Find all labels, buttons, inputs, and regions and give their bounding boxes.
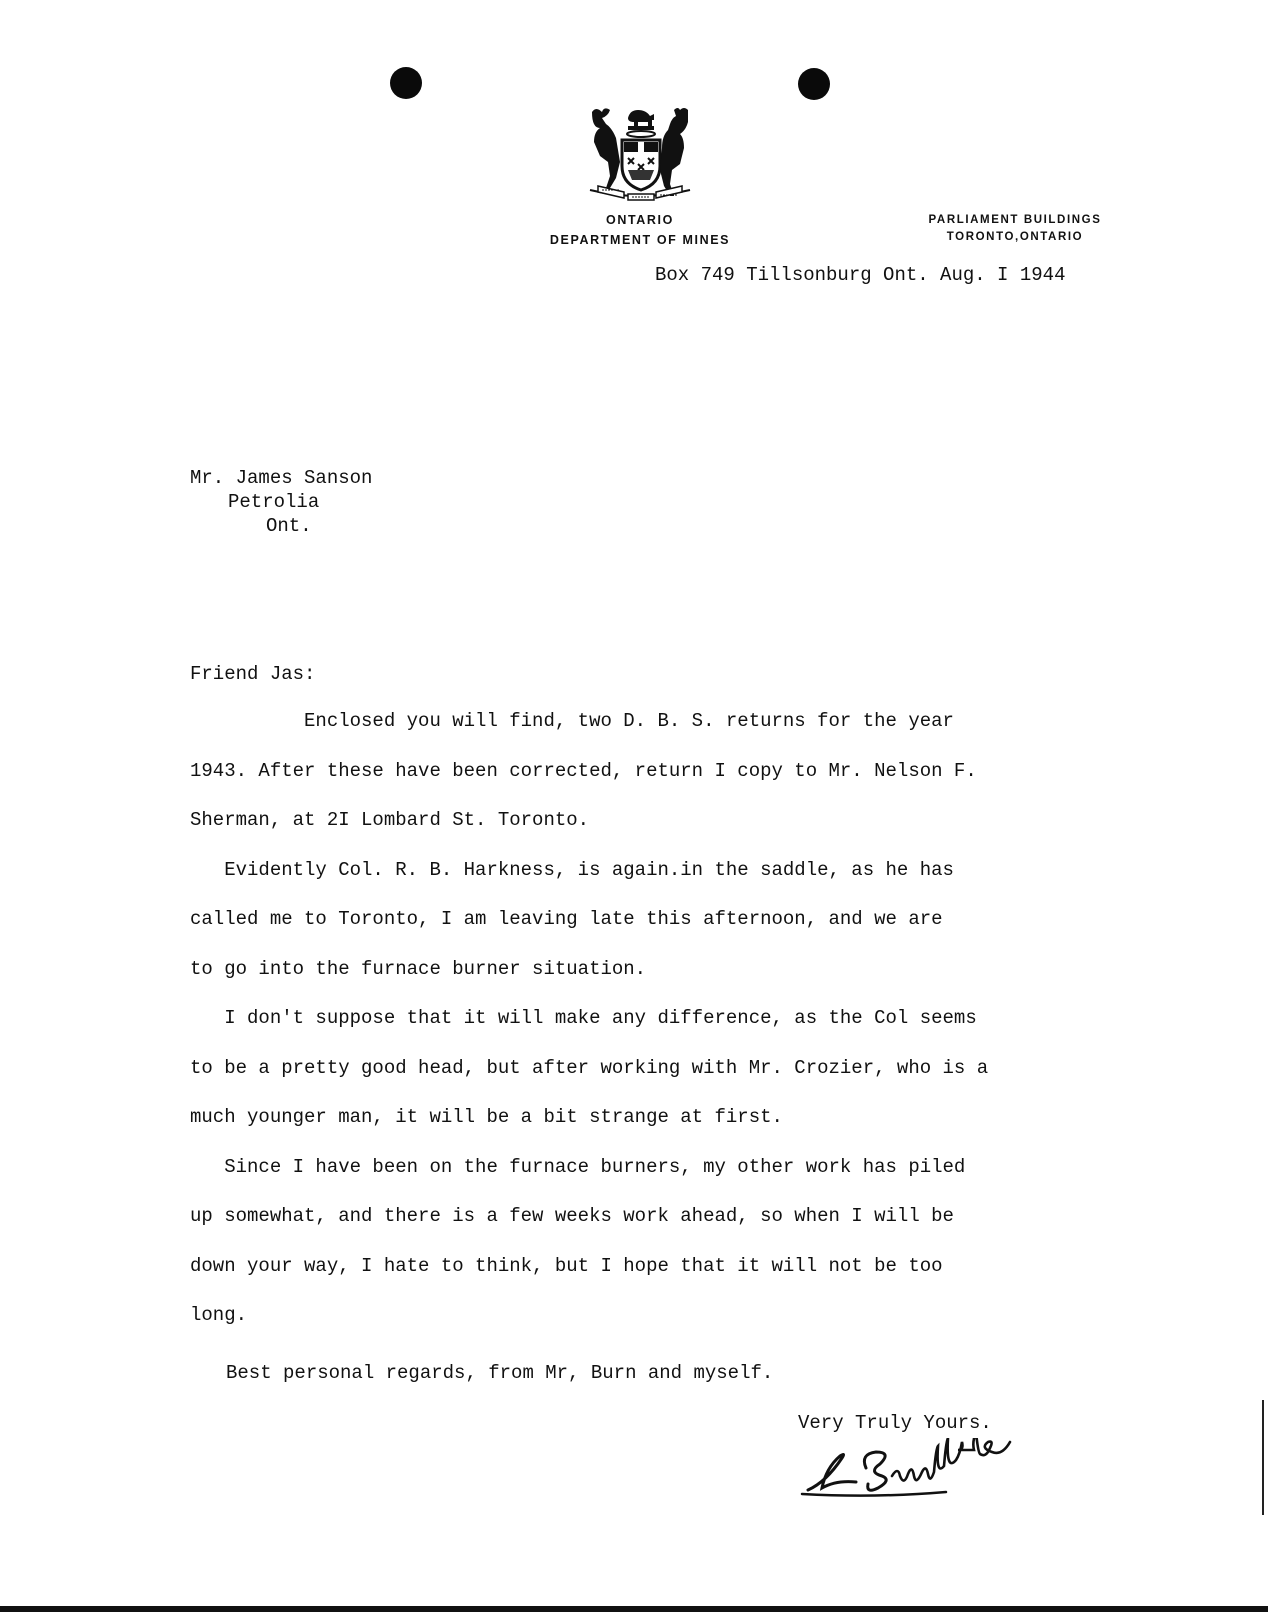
- addressee-name: Mr. James Sanson: [190, 467, 373, 489]
- body-line: much younger man, it will be a bit strange at first.: [190, 1106, 783, 1128]
- body-line: Evidently Col. R. B. Harkness, is again.in the saddle, as he has: [190, 858, 954, 881]
- punch-hole-right: [798, 68, 830, 100]
- body-line: I don't suppose that it will make any difference, as the Col seems: [190, 1007, 977, 1029]
- sender-date-line: Box 749 Tillsonburg Ont. Aug. I 1944: [655, 264, 1066, 286]
- scan-bottom-edge: [0, 1606, 1268, 1612]
- handwritten-signature: [796, 1438, 1076, 1508]
- body-line: up somewhat, and there is a few weeks work ahead, so when I will be: [190, 1205, 954, 1227]
- body-line: to go into the furnace burner situation.: [190, 957, 647, 980]
- addressee-block: [190, 466, 372, 538]
- ontario-coat-of-arms-icon: [584, 104, 696, 204]
- body-line: to be a pretty good head, but after working with Mr. Crozier, who is a: [190, 1056, 989, 1079]
- addressee-town: Petrolia: [228, 491, 320, 513]
- body-line: Since I have been on the furnace burners, my other work has piled: [190, 1155, 966, 1178]
- dept-line-1: ONTARIO: [606, 213, 674, 227]
- salutation: Friend Jas:: [190, 663, 316, 685]
- body-line: called me to Toronto, I am leaving late this afternoon, and we are: [190, 908, 943, 930]
- addressee-province: Ont.: [266, 515, 312, 537]
- body-line: down your way, I hate to think, but I hope that it will not be too: [190, 1254, 943, 1277]
- closing-regards: Best personal regards, from Mr, Burn and myself.: [226, 1362, 774, 1384]
- punch-hole-left: [390, 67, 422, 99]
- signoff: Very Truly Yours.: [798, 1412, 992, 1434]
- letter-body: [190, 710, 1070, 1354]
- body-line: long.: [190, 1304, 248, 1326]
- scan-edge-mark: [1262, 1400, 1264, 1515]
- dept-line-2: DEPARTMENT OF MINES: [549, 233, 731, 247]
- department-name: [520, 210, 760, 250]
- address-line-2: TORONTO,ONTARIO: [946, 231, 1084, 243]
- letterhead-address: [900, 212, 1130, 246]
- address-line-1: PARLIAMENT BUILDINGS: [928, 214, 1102, 226]
- body-line: Enclosed you will find, two D. B. S. returns for the year: [190, 710, 954, 732]
- body-line: Sherman, at 2I Lombard St. Toronto.: [190, 809, 590, 831]
- body-line: 1943. After these have been corrected, return I copy to Mr. Nelson F.: [190, 759, 977, 782]
